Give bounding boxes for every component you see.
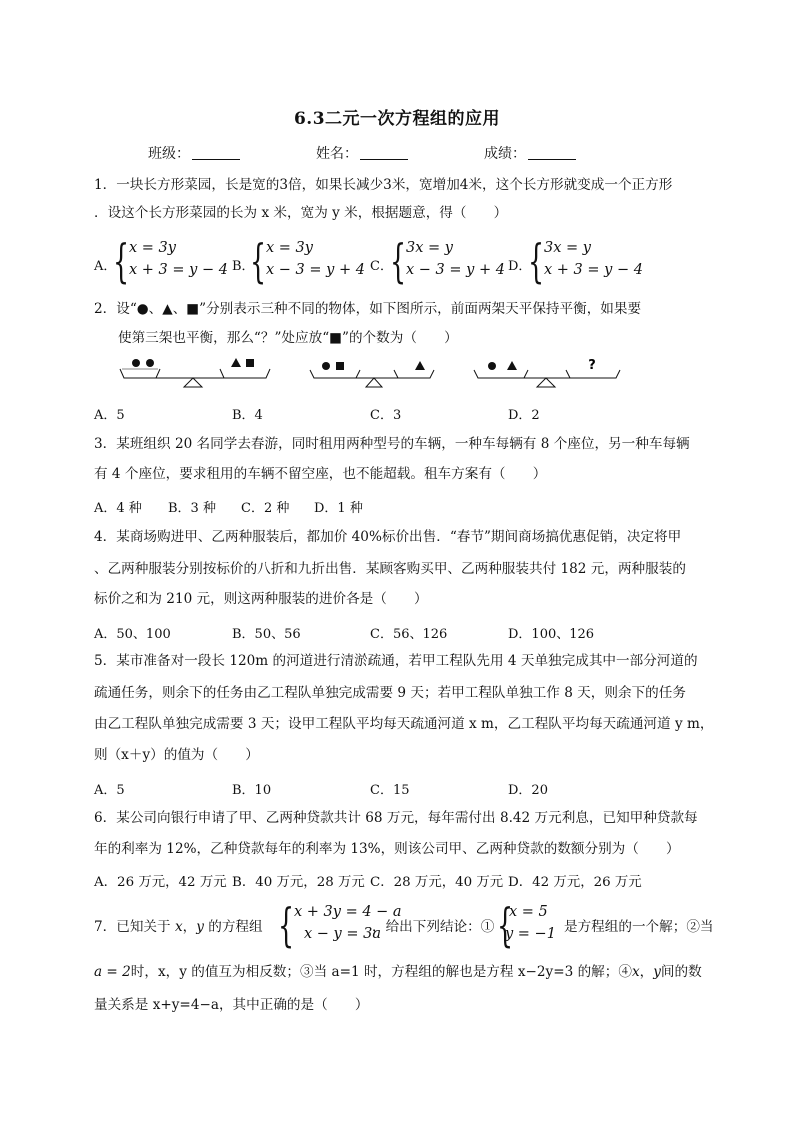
q4-line-2: 、乙两种服装分别按标价的八折和九折出售．某顾客购买甲、乙两种服装共付 182 元，两种服装的 <box>94 561 686 577</box>
q7-solution-system: { x = 5 y = −1 <box>497 898 556 952</box>
q6-option-a[interactable]: A．26 万元，42 万元 <box>94 875 227 890</box>
balance-scale-2 <box>310 361 434 387</box>
circle-icon <box>488 362 496 370</box>
q1-option-c-label[interactable]: C． <box>370 259 393 274</box>
class-label: 班级： <box>148 146 190 162</box>
q6-option-b[interactable]: B．40 万元，28 万元 <box>232 875 365 890</box>
q5-line-3: 由乙工程队单独完成需要 3 天；设甲工程队平均每天疏通河道 x m，乙工程队平均每天疏通河道 y m， <box>94 716 714 732</box>
q5-option-c[interactable]: C．15 <box>370 783 410 798</box>
q2-option-c[interactable]: C．3 <box>370 408 402 423</box>
brace-icon: { <box>113 234 130 288</box>
brace-icon: { <box>528 234 545 288</box>
q5-line-1: 5．某市准备对一段长 120m 的河道进行清淤疏通，若甲工程队先用 4 天单独完成其中一部分河道的 <box>94 653 698 669</box>
class-blank[interactable] <box>192 159 240 160</box>
q3-option-a[interactable]: A．4 种 <box>94 501 142 516</box>
q4-option-c[interactable]: C．56、126 <box>370 627 448 642</box>
brace-icon: { <box>497 898 514 952</box>
score-blank[interactable] <box>528 159 576 160</box>
name-field <box>316 143 408 163</box>
q3-option-c[interactable]: C．2 种 <box>241 501 290 516</box>
page-title: 6.3二元一次方程组的应用 <box>293 109 501 129</box>
brace-icon: { <box>278 898 295 952</box>
q5-option-a[interactable]: A．5 <box>94 783 125 798</box>
q2-line-1: 2．设“●、▲、■”分别表示三种不同的物体，如下图所示，前面两架天平保持平衡，如果要 <box>94 301 642 317</box>
q3-line-2: 有 4 个座位，要求租用的车辆不留空座，也不能超载。租车方案有（ ） <box>94 466 547 482</box>
q5-line-2: 疏通任务，则余下的任务由乙工程队单独完成需要 9 天；若甲工程队单独工作 8 天，则余下的任务 <box>94 685 686 701</box>
name-label: 姓名： <box>316 146 358 162</box>
q2-option-d[interactable]: D．2 <box>508 408 540 423</box>
q6-option-d[interactable]: D．42 万元，26 万元 <box>508 875 642 890</box>
q3-option-d[interactable]: D．1 种 <box>314 501 363 516</box>
q7-line-1-middle: ，给出下列结论：① <box>372 919 495 935</box>
circle-icon <box>146 359 154 367</box>
q3-option-b[interactable]: B．3 种 <box>168 501 216 516</box>
q4-option-d[interactable]: D．100、126 <box>508 627 595 642</box>
q1-option-c-system[interactable]: { 3x = y x − 3 = y + 4 <box>390 234 505 288</box>
q1-option-a-system[interactable]: { x = 3y x + 3 = y − 4 <box>113 234 228 288</box>
q2-line-2: 使第三架也平衡，那么“？”处应放“■”的个数为（ ） <box>118 330 458 346</box>
circle-icon <box>132 359 140 367</box>
q1-option-d-label[interactable]: D． <box>508 259 532 274</box>
q4-line-1: 4．某商场购进甲、乙两种服装后，都加价 40%标价出售．“春节”期间商场搞优惠促销，决定将甲 <box>94 529 682 545</box>
q1-line-1: 1．一块长方形菜园，长是宽的3倍，如果长减少3米，宽增加4米，这个长方形就变成一个正方形 <box>94 177 673 193</box>
q4-option-a[interactable]: A．50、100 <box>94 627 171 642</box>
q5-line-4: 则（x＋y）的值为（ ） <box>94 747 259 763</box>
q1-option-a-label[interactable]: A． <box>94 259 117 274</box>
brace-icon: { <box>250 234 267 288</box>
class-field <box>148 143 240 163</box>
q6-option-c[interactable]: C．28 万元，40 万元 <box>370 875 504 890</box>
q3-line-1: 3．某班组织 20 名同学去春游，同时租用两种型号的车辆，一种车每辆有 8 个座位，另一种车每辆 <box>94 436 690 452</box>
score-label: 成绩： <box>484 146 526 162</box>
q4-option-b[interactable]: B．50、56 <box>232 627 301 642</box>
q4-line-3: 标价之和为 210 元，则这两种服装的进价各是（ ） <box>94 591 428 607</box>
q1-option-d-system[interactable]: { 3x = y x + 3 = y − 4 <box>528 234 643 288</box>
balance-scale-3 <box>474 358 620 387</box>
circle-icon <box>322 362 330 370</box>
q7-line-2: a = 2时，x，y 的值互为相反数；③当 a=1 时，方程组的解也是方程 x−2y=3 的解；④x，y间的数 <box>94 964 702 980</box>
square-icon <box>336 362 344 370</box>
q5-option-d[interactable]: D．20 <box>508 783 548 798</box>
square-icon <box>246 359 254 367</box>
q5-option-b[interactable]: B．10 <box>232 783 272 798</box>
q6-line-1: 6．某公司向银行申请了甲、乙两种贷款共计 68 万元，每年需付出 8.42 万元利息，已知甲种贷款每 <box>94 810 698 826</box>
q2-option-b[interactable]: B．4 <box>232 408 263 423</box>
q1-option-b-system[interactable]: { x = 3y x − 3 = y + 4 <box>250 234 365 288</box>
question-mark: ? <box>588 358 596 373</box>
q7-equation-system: { x + 3y = 4 − a x − y = 3a <box>278 898 402 952</box>
q1-line-2: ．设这个长方形菜园的长为 x 米，宽为 y 米，根据题意，得（ ） <box>94 205 508 221</box>
name-blank[interactable] <box>360 159 408 160</box>
q7-line-1-prefix: 7．已知关于 x，y 的方程组 <box>94 919 263 935</box>
q7-line-1-suffix: 是方程组的一个解；②当 <box>564 919 714 935</box>
q7-line-3: 量关系是 x+y=4−a，其中正确的是（ ） <box>94 997 369 1013</box>
q1-option-b-label[interactable]: B． <box>232 259 255 274</box>
q2-option-a[interactable]: A．5 <box>94 408 125 423</box>
brace-icon: { <box>390 234 407 288</box>
triangle-icon <box>507 361 517 370</box>
q6-line-2: 年的利率为 12%，乙种贷款每年的利率为 13%，则该公司甲、乙两种贷款的数额分别为（ ） <box>94 841 680 857</box>
triangle-icon <box>231 358 241 367</box>
balance-scale-1 <box>120 358 270 387</box>
balance-scales-figure <box>114 356 634 392</box>
triangle-icon <box>415 361 425 370</box>
score-field <box>484 143 576 163</box>
